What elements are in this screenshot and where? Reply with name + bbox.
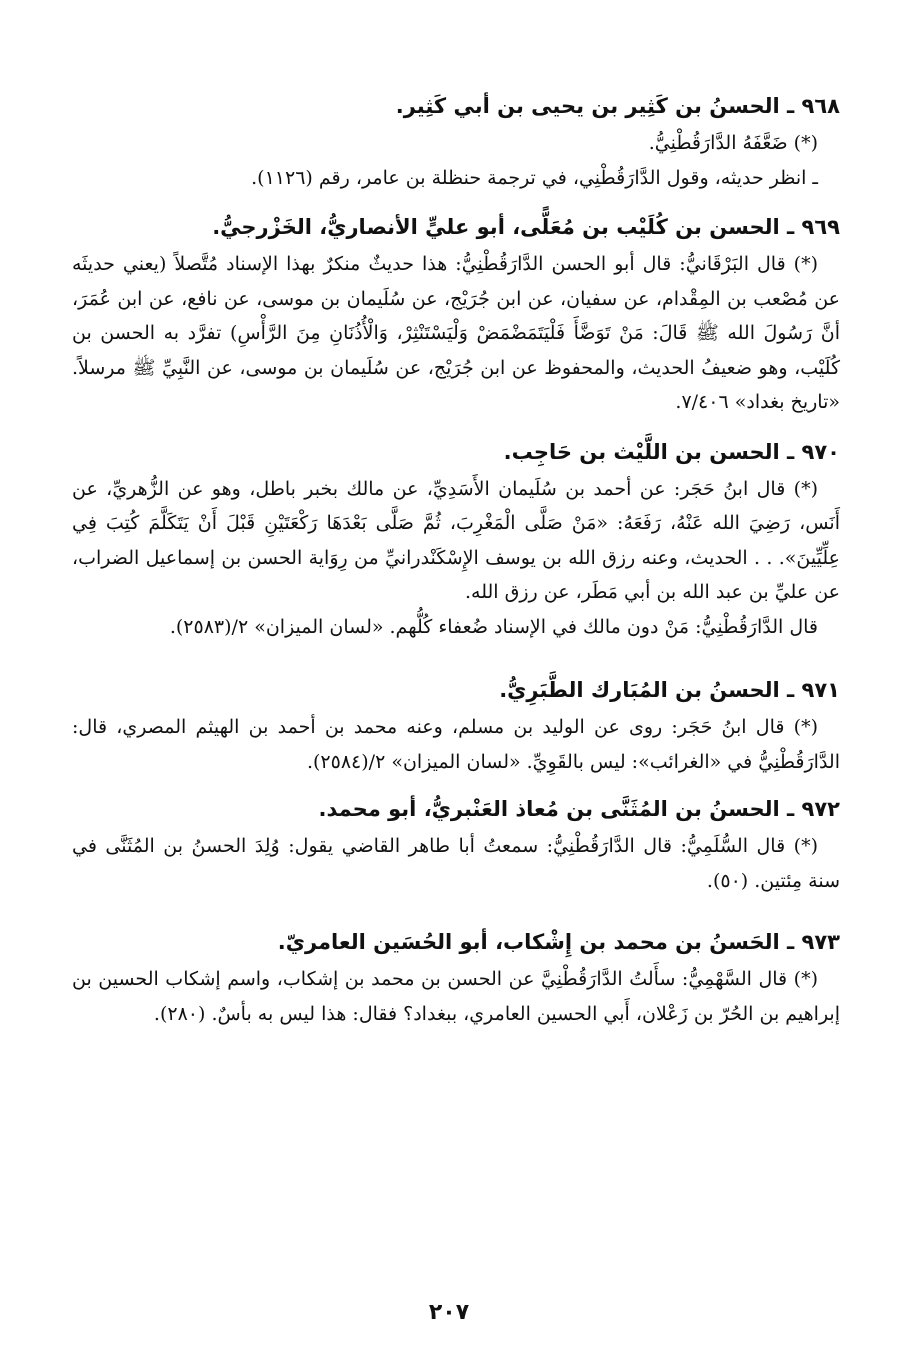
- entry-972: [72, 789, 840, 898]
- entry-heading: ٩٧٢ ـ الحسنُ بن المُثَنَّى بن مُعاذ العَنْبريُّ، أبو محمد.: [318, 797, 840, 821]
- entry-paragraph: (*) قال السَّهْمِيُّ: سأَلتُ الدَّارَقُطْنِيَّ عن الحسن بن محمد بن إشكاب، واسم إشكاب الحسين بن إبراهيم بن الحُرّ بن زَعْلان، أَبي الحسين العامري، ببغداد؟ فقال: هذا ليس به بأسٌ. (٢٨٠).: [72, 968, 840, 1025]
- entry-969: [72, 207, 840, 420]
- entry-paragraph: (*) قال البَرْقَانيُّ: قال أبو الحسن الدَّارَقُطْنِيُّ: هذا حديثٌ منكرٌ بهذا الإسناد مُتَّصلاً (يعني حديثَه عن مُصْعب بن المِقْدام، عن سفيان، عن ابن جُرَيْج، عن سُلَيمان بن موسى، عن نافع، عن ابن عُمَرَ، أنَّ رَسُولَ الله ﷺ قَالَ: مَنْ تَوَضَّأَ فَلْيَتَمَضْمَضْ وَلْيَسْتَنْثِرْ، وَالْأُذُنَانِ مِنَ الرَّأْسِ) تفرَّد به الحسن بن كُلَيْب، وهو ضعيفُ الحديث، والمحفوظ عن ابن جُرَيْج، عن سُلَيمان بن موسى، عن النَّبِيِّ ﷺ مرسلاً. «تاريخ بغداد» ٧/٤٠٦.: [72, 253, 840, 413]
- entry-973: [72, 922, 840, 1031]
- entry-paragraph: ـ انظر حديثه، وقول الدَّارَقُطْنِي، في ترجمة حنظلة بن عامر، رقم (١١٢٦).: [251, 166, 818, 189]
- entry-paragraph: قال الدَّارَقُطْنِيُّ: مَنْ دون مالك في الإسناد ضُعفاء كُلُّهم. «لسان الميزان» ٢/(٢٥٨٣).: [169, 615, 818, 638]
- entry-970: [72, 432, 840, 645]
- document-page: [72, 86, 840, 1317]
- entry-paragraph: (*) قال ابنُ حَجَر: عن أحمد بن سُلَيمان الأَسَدِيِّ، عن مالك بخبر باطل، وهو عن الزُّهريِّ، عن أَنَس، رَضِيَ الله عَنْهُ، رَفَعَهُ: «مَنْ صَلَّى الْمَغْرِبَ، ثُمَّ صَلَّى بَعْدَهَا رَكْعَتَيْنِ قَبْلَ أَنْ يَتَكَلَّمَ كُتِبَ فِي عِلِّيِّينَ». . . الحديث، وعنه رزق الله بن يوسف الإِسْكَنْدرانيِّ من رِوَاية الحسن بن إسماعيل الضراب، عن عليِّ بن عبد الله بن أبي مَطَر، عن رزق الله.: [72, 477, 840, 603]
- entry-heading: ٩٧١ ـ الحسنُ بن المُبَارك الطَّبَرِيُّ.: [499, 678, 840, 702]
- entry-heading: ٩٦٨ ـ الحسنُ بن كَثِير بن يحيى بن أبي كَثِير.: [395, 94, 840, 118]
- entry-paragraph: (*) قال السُّلَمِيُّ: قال الدَّارَقُطْنِيُّ: سمعتُ أبا طاهر القاضي يقول: وُلِدَ الحسنُ بن المُثَنَّى في سنة مِئتين. (٥٠).: [72, 835, 840, 892]
- entry-heading: ٩٧٣ ـ الحَسنُ بن محمد بن إِشْكاب، أبو الحُسَين العامريّ.: [277, 930, 840, 954]
- entry-paragraph: (*) ضَعَّفَهُ الدَّارَقُطْنِيُّ.: [648, 132, 818, 154]
- entry-heading: ٩٦٩ ـ الحسن بن كُلَيْب بن مُعَلًّى، أبو عليٍّ الأنصاريُّ، الخَزْرجيُّ.: [212, 215, 840, 239]
- page-number: ٢٠٧: [428, 1300, 470, 1325]
- entry-heading: ٩٧٠ ـ الحسن بن اللَّيْث بن حَاجِب.: [503, 439, 840, 464]
- entry-971: [72, 670, 840, 779]
- entry-paragraph: (*) قال ابنُ حَجَر: روى عن الوليد بن مسلم، وعنه محمد بن أحمد بن الهيثم المصري، قال: الدَّارَقُطْنِيُّ في «الغرائب»: ليس بالقَوِيِّ. «لسان الميزان» ٢/(٢٥٨٤).: [72, 716, 840, 773]
- entry-968: [72, 86, 840, 195]
